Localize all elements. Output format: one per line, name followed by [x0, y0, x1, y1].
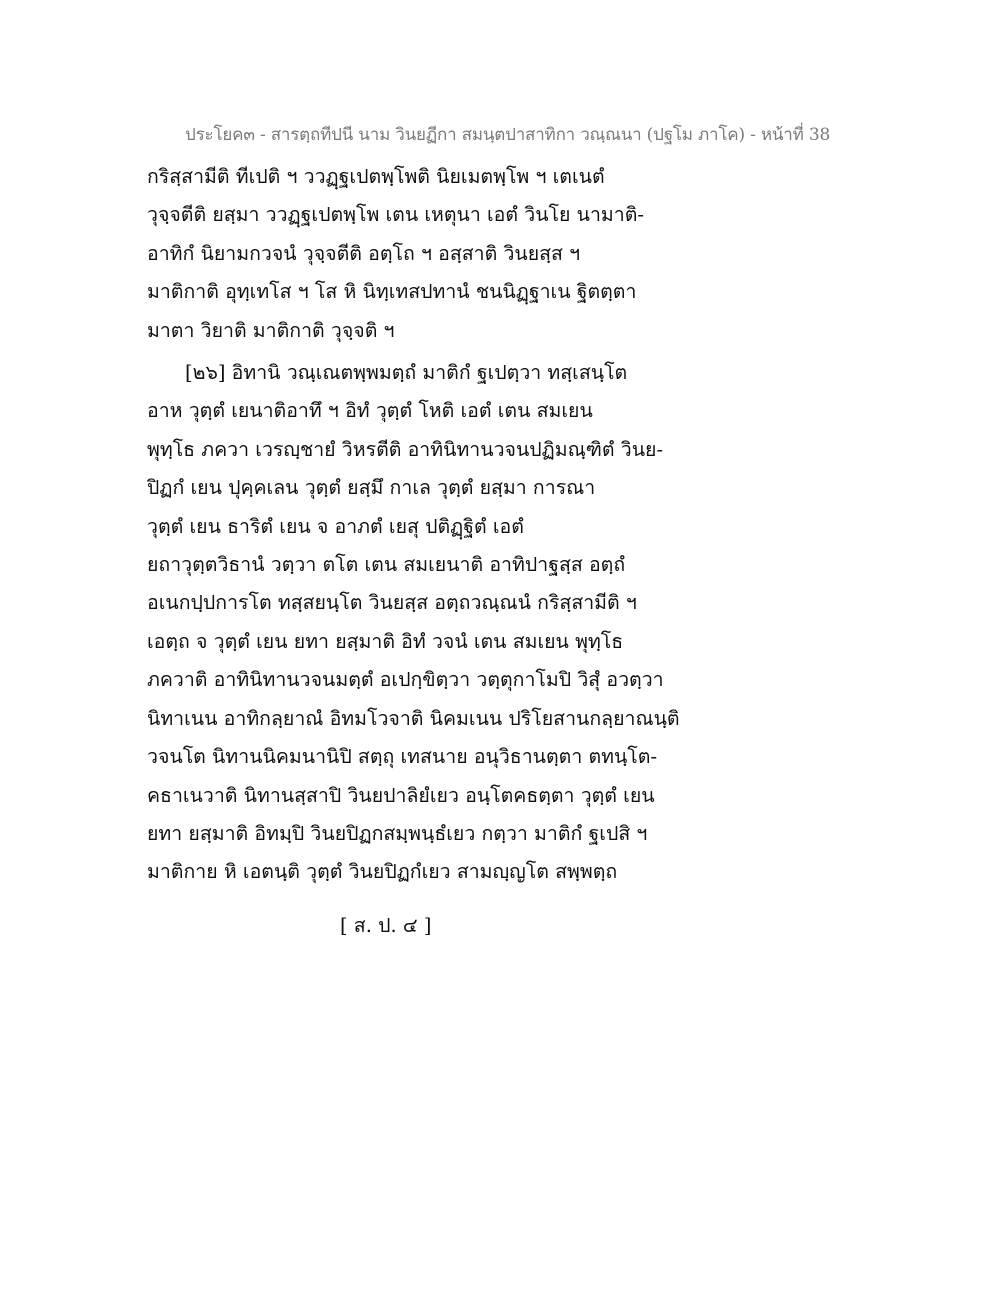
text-line: ปิฏกํ เยน ปุคฺคเลน วุตฺตํ ยสฺมึ กาเล วุตฺตํ ยสฺมา การณา [147, 476, 596, 500]
signature-mark: [ ส. ป. ๔ ] [340, 914, 432, 937]
text-line: มาติกาติ อุทฺเทโส ฯ โส หิ นิทฺเทสปทานํ ชนนิฏฺฐาเน ฐิตตฺตา [147, 280, 637, 304]
text-line: พุทฺโธ ภควา เวรญฺชายํ วิหรตีติ อาทินิทานวจนปฏิมณฺฑิตํ วินย- [147, 437, 664, 461]
text-line: ยทา ยสฺมาติ อิทมฺปิ วินยปิฏกสมฺพนฺธํเยว กตฺวา มาติกํ ฐเปสิ ฯ [147, 821, 648, 845]
text-line: คธาเนวาติ นิทานสฺสาปิ วินยปาลิยํเยว อนฺโตคธตฺตา วุตฺตํ เยน [147, 783, 655, 807]
text-line: ยถาวุตฺตวิธานํ วตฺวา ตโต เตน สมเยนาติ อาทิปาฐสฺส อตฺถํ [147, 553, 626, 577]
text-line: อาทิกํ นิยามกวจนํ วุจฺจตีติ อตฺโถ ฯ อสฺสาติ วินยสฺส ฯ [147, 241, 581, 265]
text-line: มาตา วิยาติ มาติกาติ วุจฺจติ ฯ [147, 318, 395, 342]
text-line: นิทาเนน อาทิกลฺยาณํ อิทมโวจาติ นิคมเนน ปริโยสานกลฺยาณนฺติ [147, 706, 680, 730]
body-text [147, 158, 847, 892]
paragraph-1 [147, 158, 847, 350]
text-line-first: [๒๖] อิทานิ วณฺเณตพฺพมตฺถํ มาติกํ ฐเปตฺวา ทสฺเสนฺโต [185, 361, 628, 385]
text-line: อาห วุตฺตํ เยนาติอาทึ ฯ อิทํ วุตฺตํ โหติ เอตํ เตน สมเยน [147, 399, 593, 423]
running-header: ประโยค๓ - สารตฺถทีปนี นาม วินยฏีกา สมนฺตปาสาทิกา วณฺณนา (ปฐโม ภาโค) - หน้าที่ 38 [185, 125, 831, 145]
text-line: วุตฺตํ เยน ธาริตํ เยน จ อาภตํ เยสุ ปติฏฺฐิตํ เอตํ [147, 514, 524, 538]
text-line: กริสฺสามีติ ทีเปติ ฯ ววฏฺฐเปตพฺโพติ นิยเมตพฺโพ ฯ เตเนตํ [147, 165, 605, 188]
text-line: เอตฺถ จ วุตฺตํ เยน ยทา ยสฺมาติ อิทํ วจนํ เตน สมเยน พุทฺโธ [147, 629, 624, 653]
text-line: วจนโต นิทานนิคมนานิปิ สตฺถุ เทสนาย อนุวิธานตฺตา ตทนฺโต- [147, 745, 658, 769]
text-line: มาติกาย หิ เอตนฺติ วุตฺตํ วินยปิฏกํเยว สามญฺญโต สพฺพตฺถ [147, 860, 618, 884]
text-line: อเนกปฺปการโต ทสฺสยนฺโต วินยสฺส อตฺถวณฺณนํ กริสฺสามีติ ฯ [147, 591, 637, 615]
paragraph-2 [147, 354, 847, 892]
text-line: วุจฺจตีติ ยสฺมา ววฏฺฐเปตพฺโพ เตน เหตุนา เอตํ วินโย นามาติ- [147, 203, 644, 227]
text-line: ภควาติ อาทินิทานวจนมตฺตํ อเปกฺขิตฺวา วตฺตุกาโมปิ วิสุํ อวตฺวา [147, 668, 664, 692]
